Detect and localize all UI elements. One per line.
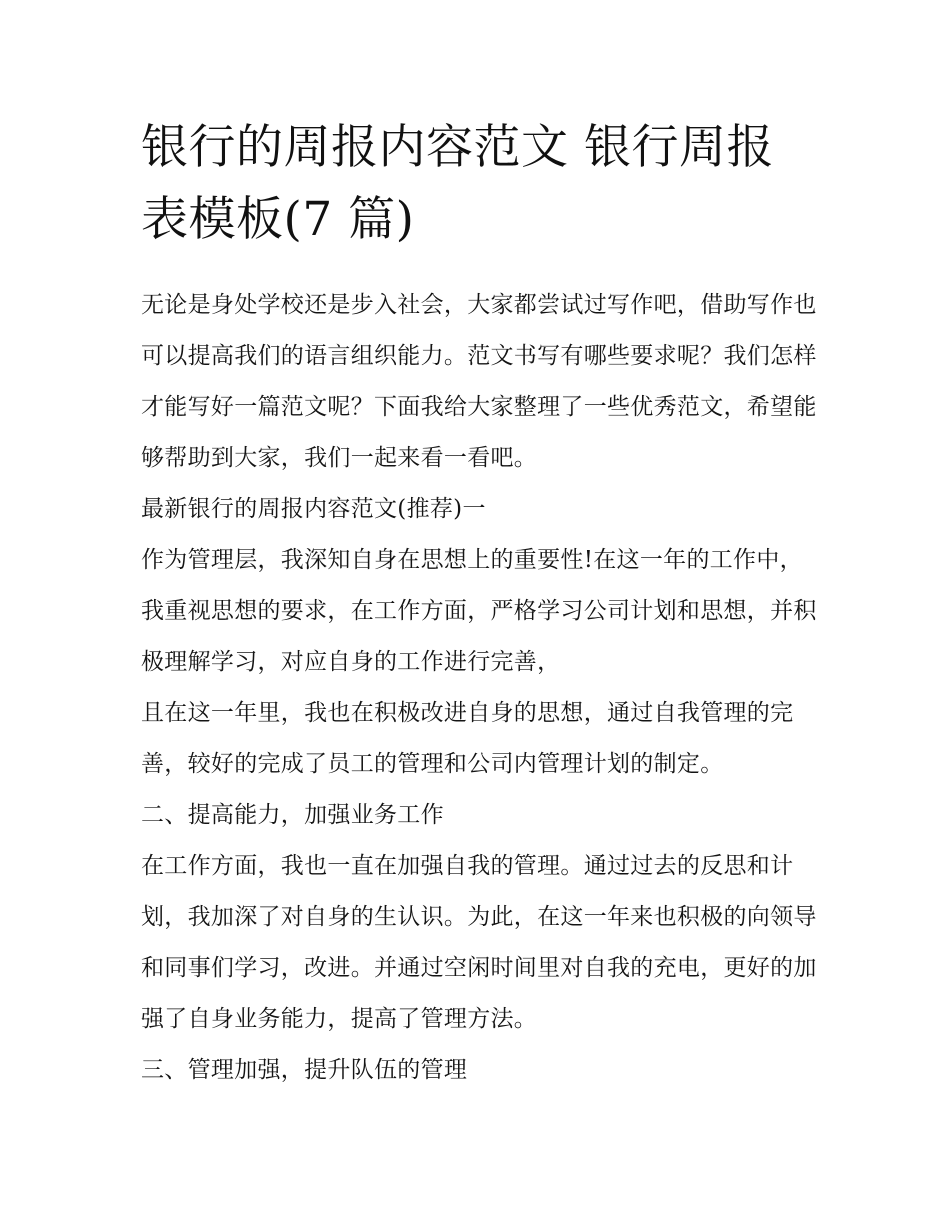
document-page	[141, 112, 821, 1096]
section-heading-two: 二、提高能力，加强业务工作	[141, 802, 444, 828]
paragraph-self-improvement: 且在这一年里，我也在积极改进自身的思想，通过自我管理的完善，较好的完成了员工的管理和公司内管理计划的制定。	[141, 700, 794, 777]
document-title: 银行的周报内容范文 银行周报表模板(7 篇)	[141, 120, 774, 247]
section-heading-three: 三、管理加强，提升队伍的管理	[141, 1057, 468, 1083]
paragraph-business-work: 在工作方面，我也一直在加强自我的管理。通过过去的反思和计划，我加深了对自身的生认识。为此，在这一年来也积极的向领导和同事们学习，改进。并通过空闲时间里对自我的充电，更好的加强了自身业务能力，提高了管理方法。	[141, 853, 817, 1032]
section-heading-recommended: 最新银行的周报内容范文(推荐)一	[141, 496, 486, 522]
paragraph-management-thinking: 作为管理层，我深知自身在思想上的重要性!在这一年的工作中，我重视思想的要求，在工作方面，严格学习公司计划和思想，并积极理解学习，对应自身的工作进行完善，	[141, 547, 817, 675]
paragraph-intro: 无论是身处学校还是步入社会，大家都尝试过写作吧，借助写作也可以提高我们的语言组织能力。范文书写有哪些要求呢？我们怎样才能写好一篇范文呢？下面我给大家整理了一些优秀范文，希望能够帮助到大家，我们一起来看一看吧。	[141, 292, 817, 471]
document-body	[141, 280, 821, 1096]
